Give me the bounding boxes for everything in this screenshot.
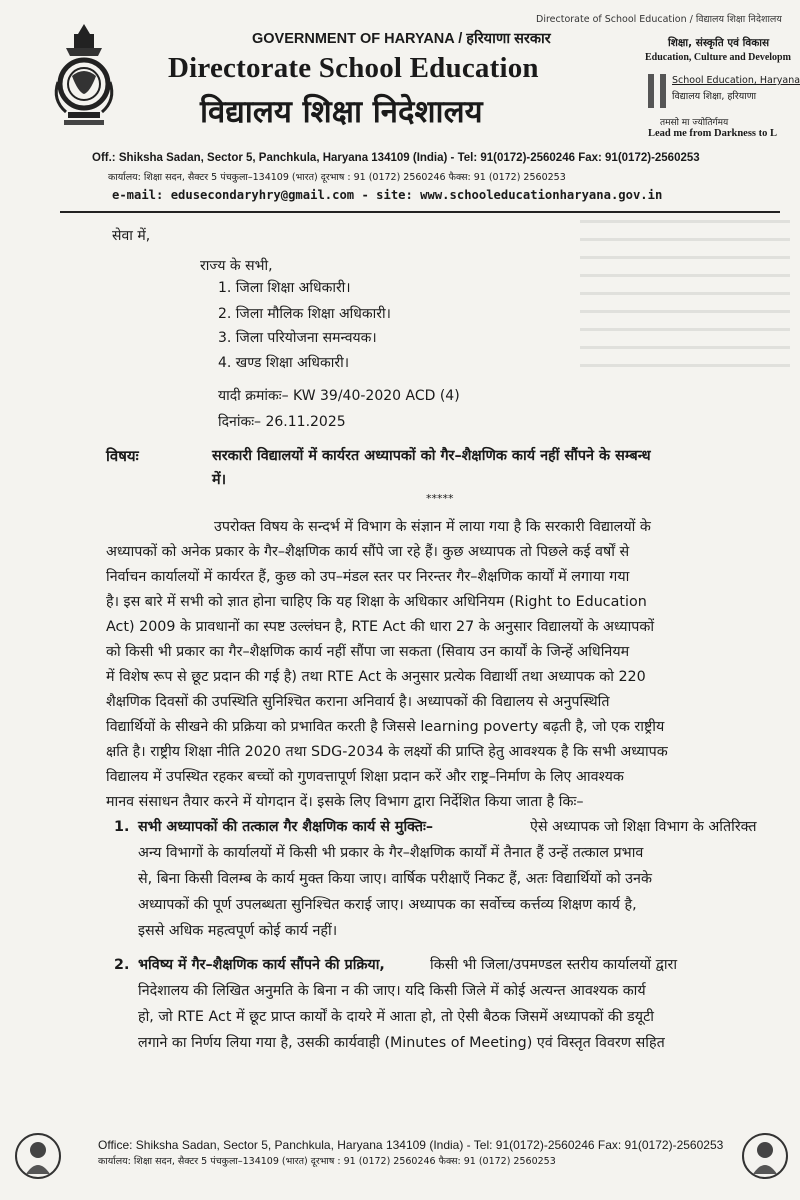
point-number: 1. [114, 819, 130, 835]
paragraph-line: अध्यापकों को अनेक प्रकार के गैर–शैक्षणिक कार्य सौंपे जा रहे हैं। कुछ अध्यापक तो पिछले कई वर्षों से [106, 544, 630, 560]
right-header-line1: शिक्षा, संस्कृति एवं विकास [668, 37, 770, 49]
point-text: ऐसे अध्यापक जो शिक्षा विभाग के अतिरिक्त [530, 819, 757, 835]
bleed-through-text [580, 220, 790, 380]
top-reference: Directorate of School Education / विद्यालय शिक्षा निदेशालय [536, 14, 782, 25]
contact-line: e-mail: edusecondaryhry@gmail.com - site: www.schooleducationharyana.gov.in [112, 188, 663, 202]
government-title: GOVERNMENT OF HARYANA / हरियाणा सरकार [252, 31, 551, 47]
subject-label: विषयः [106, 447, 139, 465]
recipient-item: 4. खण्ड शिक्षा अधिकारी। [218, 355, 350, 371]
paragraph-line: है। इस बारे में सभी को ज्ञात होना चाहिए कि यह शिक्षा के अधिकार अधिनियम (Right to Education [106, 594, 647, 610]
salutation: सेवा में, [112, 228, 151, 244]
paragraph-line: विद्यालय में उपस्थित रहकर बच्चों को गुणवत्तापूर्ण शिक्षा प्रदान करें और राष्ट्र–निर्माण के लिए आवश्यक [106, 769, 624, 785]
right-header-line2: Education, Culture and Developm [645, 52, 791, 63]
girl-mascot-icon [740, 1128, 790, 1184]
header-divider [60, 211, 780, 213]
letter-date: दिनांकः– 26.11.2025 [218, 414, 346, 430]
paragraph-line: विद्यार्थियों के सीखने की प्रक्रिया को प्रभावित करती है जिससे learning poverty बढ़ती है, जो एक राष्ट्रीय [106, 719, 665, 735]
directorate-title-en: Directorate School Education [168, 52, 539, 84]
recipients-intro: राज्य के सभी, [200, 258, 273, 274]
directorate-title-hi: विद्यालय शिक्षा निदेशालय [200, 94, 483, 130]
school-education-logo-icon [648, 74, 666, 108]
paragraph-line: शैक्षणिक दिवसों की उपस्थिति सुनिश्चित कराना अनिवार्य है। अध्यापकों की विद्यालय से अनुपस्थिति [106, 694, 610, 710]
recipient-item: 2. जिला मौलिक शिक्षा अधिकारी। [218, 306, 391, 322]
point-text: किसी भी जिला/उपमण्डल स्तरीय कार्यालयों द्वारा [430, 957, 678, 973]
office-address-en: Off.: Shiksha Sadan, Sector 5, Panchkula, Haryana 134109 (India) - Tel: 91(0172)-2560246 Fax: 91(0172)-2560253 [92, 152, 700, 164]
state-emblem-icon [44, 20, 124, 130]
memo-number: यादी क्रमांकः– KW 39/40-2020 ACD (4) [218, 388, 460, 404]
subject-line: सरकारी विद्यालयों में कार्यरत अध्यापकों को गैर–शैक्षणिक कार्य नहीं सौंपने के सम्बन्ध [212, 448, 651, 464]
point-heading: भविष्य में गैर–शैक्षणिक कार्य सौंपने की प्रक्रिया, [138, 957, 385, 973]
separator: ***** [426, 492, 454, 505]
office-address-hi: कार्यालय: शिक्षा सदन, सैक्टर 5 पंचकुला–134109 (भारत) दूरभाष : 91 (0172) 2560246 फैक्स: 91 (0172) 2560253 [108, 172, 566, 183]
paragraph-line: उपरोक्त विषय के सन्दर्भ में विभाग के संज्ञान में लाया गया है कि सरकारी विद्यालयों के [214, 519, 651, 535]
footer-address-en: Office: Shiksha Sadan, Sector 5, Panchkula, Haryana 134109 (India) - Tel: 91(0172)-2560246 Fax: 91(0172)-2560253 [98, 1138, 724, 1152]
paragraph-line: में विशेष रूप से छूट प्रदान की गई है) तथा RTE Act के अनुसार प्रत्येक विद्यार्थी तथा अध्यापक को 220 [106, 669, 646, 685]
point-text: से, बिना किसी विलम्ब के कार्य मुक्त किया जाए। वार्षिक परीक्षाएँ निकट हैं, अतः विद्यार्थियों को उनके [138, 871, 652, 887]
point-number: 2. [114, 957, 130, 973]
point-text: निदेशालय की लिखित अनुमति के बिना न की जाए। यदि किसी जिले में कोई अत्यन्त आवश्यक कार्य [138, 983, 646, 999]
paragraph-line: निर्वाचन कार्यालयों में कार्यरत हैं, कुछ को उप–मंडल स्तर पर निरन्तर गैर–शैक्षणिक कार्यों में लगाया गया [106, 569, 630, 585]
point-text: लगाने का निर्णय लिया गया है, उसकी कार्यवाही (Minutes of Meeting) एवं विस्तृत विवरण सहित [138, 1035, 665, 1051]
footer-address-hi: कार्यालय: शिक्षा सदन, सैक्टर 5 पंचकुला–134109 (भारत) दूरभाष : 91 (0172) 2560246 फैक्स: 91 (0172) 2560253 [98, 1156, 556, 1167]
right-header-block [640, 30, 800, 148]
brand-line2: विद्यालय शिक्षा, हरियाणा [672, 91, 757, 102]
motto-hi: तमसो मा ज्योतिर्गमय [660, 118, 729, 128]
subject-line: में। [212, 472, 227, 488]
point-text: अध्यापकों की पूर्ण उपलब्धता सुनिश्चित कराई जाए। अध्यापक का सर्वोच्च कर्त्तव्य शिक्षण कार्य है, [138, 897, 637, 913]
paragraph-line: Act) 2009 के प्रावधानों का स्पष्ट उल्लंघन है, RTE Act की धारा 27 के अनुसार विद्यालयों के अध्यापकों [106, 619, 655, 635]
recipient-item: 3. जिला परियोजना समन्वयक। [218, 330, 377, 346]
paragraph-line: मानव संसाधन तैयार करने में योगदान दें। इसके लिए विभाग द्वारा निर्देशित किया जाता है किः– [106, 794, 584, 810]
brand-line1: School Education, Haryana [672, 75, 800, 86]
recipient-item: 1. जिला शिक्षा अधिकारी। [218, 280, 351, 296]
point-text: इससे अधिक महत्वपूर्ण कोई कार्य नहीं। [138, 923, 338, 939]
point-heading: सभी अध्यापकों की तत्काल गैर शैक्षणिक कार्य से मुक्तिः– [138, 819, 434, 835]
point-text: अन्य विभागों के कार्यालयों में किसी भी प्रकार के गैर–शैक्षणिक कार्यों में तैनात हैं उन्हें तत्काल प्रभाव [138, 845, 644, 861]
point-text: हो, जो RTE Act में छूट प्राप्त कार्यों के दायरे में आता हो, तो ऐसी बैठक जिसमें अध्यापकों की डयूटी [138, 1009, 654, 1025]
paragraph-line: को किसी भी प्रकार का गैर–शैक्षणिक कार्य नहीं सौंपा जा सकता (सिवाय उन कार्यों के जिन्हें अधिनियम [106, 644, 630, 660]
girl-mascot-icon [14, 1128, 62, 1184]
motto-en: Lead me from Darkness to L [648, 128, 778, 139]
paragraph-line: क्षति है। राष्ट्रीय शिक्षा नीति 2020 तथा SDG-2034 के लक्ष्यों की प्राप्ति हेतु आवश्यक है कि सभी अध्यापक [106, 744, 668, 760]
